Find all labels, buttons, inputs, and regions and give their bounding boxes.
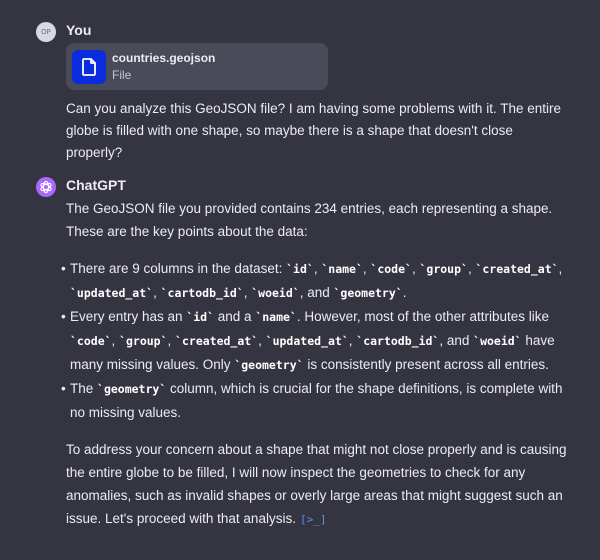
code-span: `woeid` (251, 286, 300, 300)
list-item (61, 305, 571, 377)
text-run: , (411, 261, 420, 276)
key-points-list (61, 257, 571, 424)
code-span: `created_at` (475, 262, 559, 276)
code-span: `geometry` (333, 286, 403, 300)
text-run: have many missing values. Only (70, 333, 555, 372)
text-run: , (313, 261, 322, 276)
text-run: , (362, 261, 371, 276)
assistant-author-name: ChatGPT (66, 177, 126, 193)
conclusion-text: To address your concern about a shape that might not close properly and is causing the entire globe to be filled, I will now inspect the geometries to check for any anomalies, such as invalid shapes or overly large areas that might suggest such an issue. Let's proceed with that analysis. (66, 442, 567, 526)
bullet-dot: • (61, 309, 66, 324)
user-author-name: You (66, 22, 92, 38)
text-run: is consistently present across all entries. (303, 357, 549, 372)
attachment-name: countries.geojson (112, 51, 216, 65)
text-run: column, which is crucial for the shape definitions, is complete with no missing values. (70, 381, 563, 420)
code-span: `created_at` (175, 334, 259, 348)
text-run: , (258, 333, 266, 348)
text-run: , and (299, 285, 334, 300)
text-run: , (153, 285, 161, 300)
code-span: `group` (119, 334, 168, 348)
code-span: `id` (186, 310, 215, 324)
user-message-text: Can you analyze this GeoJSON file? I am having some problems with it. The entire globe is filled with one shape, so maybe there is a shape that doesn't close properly? (66, 101, 561, 160)
code-span: `name` (321, 262, 363, 276)
text-run: , (348, 333, 357, 348)
text-run: , (111, 333, 120, 348)
code-span: `updated_at` (70, 286, 154, 300)
assistant-conclusion (66, 438, 571, 531)
code-span: `code` (370, 262, 412, 276)
code-span: `code` (70, 334, 112, 348)
text-run: , and (439, 333, 474, 348)
text-run: . However, most of the other attributes like (296, 309, 549, 324)
code-span: `group` (419, 262, 468, 276)
openai-logo-icon (36, 177, 56, 197)
text-run: and a (214, 309, 256, 324)
code-span: `cartodb_id` (356, 334, 440, 348)
user-avatar: OP (36, 22, 56, 42)
text-run: , (167, 333, 176, 348)
text-run: . (402, 285, 407, 300)
list-item (61, 377, 571, 424)
code-span: `id` (286, 262, 314, 276)
text-run: , (243, 285, 252, 300)
attachment-card[interactable] (66, 43, 328, 90)
code-span: `woeid` (473, 334, 522, 348)
text-run: , (558, 261, 563, 276)
code-span: `name` (255, 310, 297, 324)
assistant-intro: The GeoJSON file you provided contains 234 entries, each representing a shape. These are the key points about the data: (66, 201, 553, 239)
list-item (61, 257, 571, 305)
attachment-type: File (112, 68, 132, 82)
code-span: `geometry` (234, 358, 304, 372)
code-interpreter-icon[interactable]: [>_] (299, 513, 327, 526)
text-run: Every entry has an (70, 309, 187, 324)
text-run: The (70, 381, 98, 396)
bullet-dot: • (61, 261, 66, 276)
text-run: , (467, 261, 476, 276)
bullet-dot: • (61, 381, 66, 396)
assistant-message-body (61, 197, 571, 531)
code-span: `updated_at` (265, 334, 349, 348)
code-span: `geometry` (97, 382, 167, 396)
attachment-meta (112, 51, 215, 82)
code-span: `cartodb_id` (160, 286, 244, 300)
text-run: There are 9 columns in the dataset: (70, 261, 287, 276)
document-icon (72, 50, 106, 84)
